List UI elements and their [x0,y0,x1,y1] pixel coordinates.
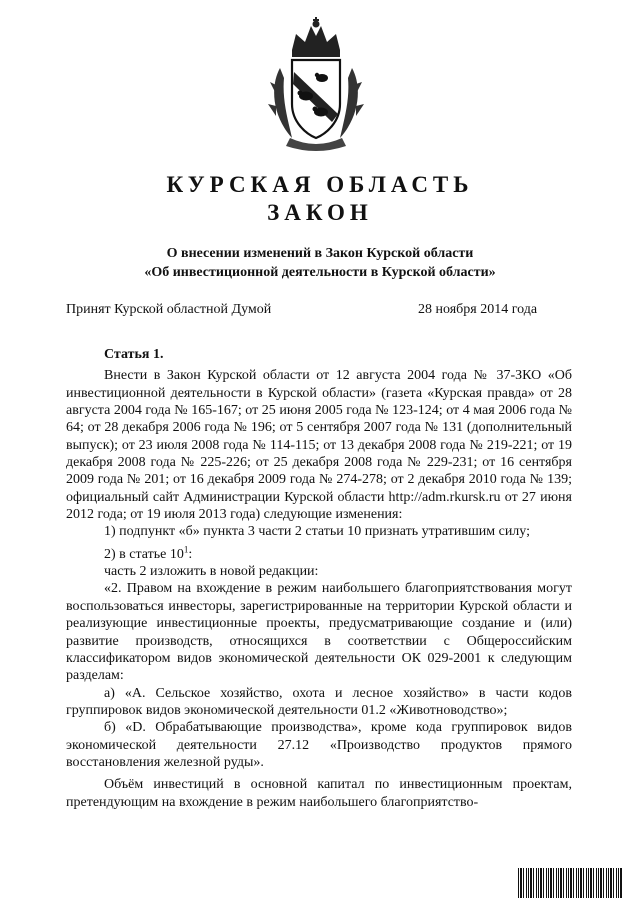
article-superscript: 1 [183,544,189,555]
part-2-instruction: часть 2 изложить в новой редакции: [104,564,319,580]
law-subtitle-line-1: О внесении изменений в Закон Курской области [166,246,474,261]
quoted-part-2: «2. Правом на вхождение в режим наибольшего благоприятствования могут воспользоваться инвесторы, зарегистрированные на территории Курской области и реализующие инвестиционные проекты, предусматривающие создание и (или) развитие производств, относящихся в соответствии с Общероссийским классификатором видов экономической деятельности ОК 029-2001 к следующим разделам: [66,581,572,684]
article-intro-paragraph: Внести в Закон Курской области от 12 августа 2004 года № 37-ЗКО «Об инвестиционной деятельности в Курской области» (газета «Курская правда» от 28 августа 2004 года № 165-167; от 25 июня 2005 года № 123-124; от 4 мая 2006 года № 64; от 28 декабря 2006 года № 196; от 5 сентября 2007 года № 131 (дополнительный выпуск); от 23 июля 2008 года № 114-115; от 13 декабря 2008 года № 219-221; от 19 декабря 2008 года № 225-226; от 25 декабря 2008 года № 229-231; от 16 сентября 2009 года № 201; от 16 декабря 2009 года № 274-278; от 2 декабря 2010 года № 139; официальный сайт Администрации Курской области http://adm.rkursk.ru от 27 июня 2012 года; от 19 июля 2013 года) следующие изменения: [66,368,572,523]
document-type-title: ЗАКОН [267,200,373,225]
amendment-item-1: 1) подпункт «б» пункта 3 части 2 статьи 10 признать утратившим силу; [104,524,531,540]
amendment-item-2-colon: : [188,546,193,562]
law-subtitle-line-2: «Об инвестиционной деятельности в Курской области» [144,265,496,280]
investment-volume-paragraph: Объём инвестиций в основной капитал по инвестиционным проектам, претендующим на вхождение в режим наибольшего благоприятство- [66,777,572,810]
barcode [518,868,622,898]
adopted-by-label: Принят Курской областной Думой [66,302,272,317]
article-heading: Статья 1. [104,347,164,362]
subitem-b: б) «D. Обрабатывающие производства», кроме кода группировок видов экономической деятельности 27.12 «Производство продуктов прямого восстановления железной руды». [66,720,572,770]
coat-of-arms-emblem [266,16,366,154]
amendment-item-2 [66,546,572,563]
subitem-a: а) «А. Сельское хозяйство, охота и лесное хозяйство» в части кодов группировок видов экономической деятельности 01.2 «Животноводство»; [66,685,572,718]
region-title: КУРСКАЯ ОБЛАСТЬ [166,172,474,197]
document-body [66,346,572,811]
amendment-item-2-text: 2) в статье 10 [104,546,184,562]
adoption-date: 28 ноября 2014 года [418,302,538,317]
